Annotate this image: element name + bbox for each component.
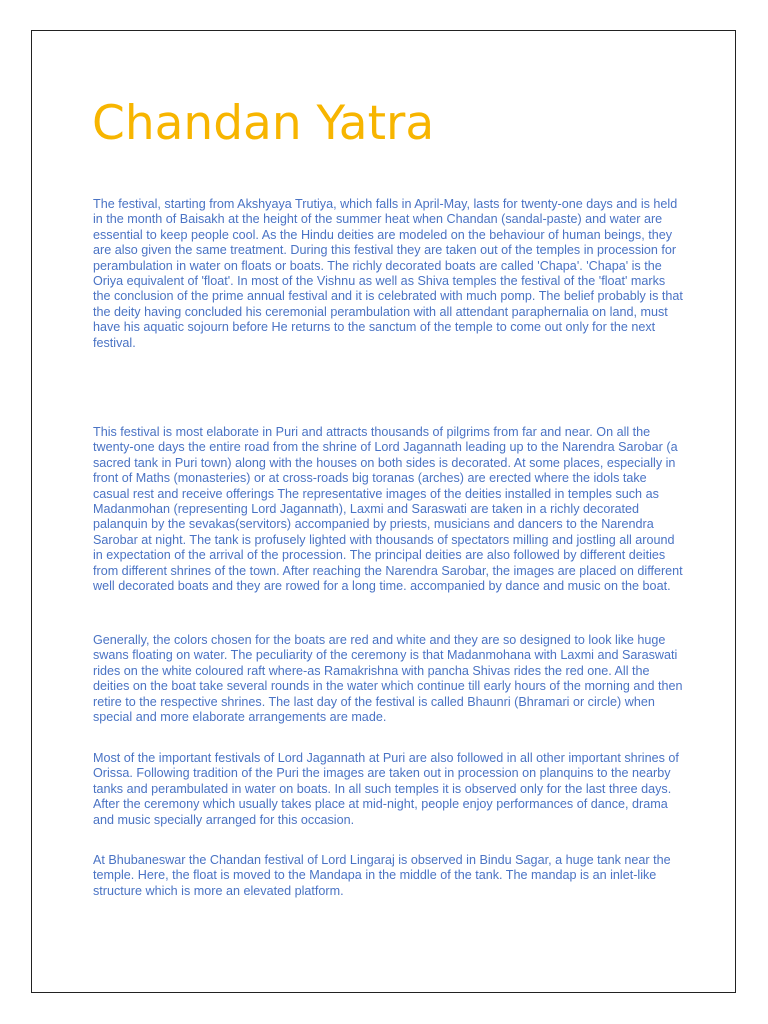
document-title: Chandan Yatra xyxy=(92,96,435,151)
paragraph-intro: The festival, starting from Akshyaya Trutiya, which falls in April-May, lasts for twenty-one days and is held in the month of Baisakh at the height of the summer heat when Chandan (sandal-paste) and water are essential to keep people cool. As the Hindu deities are modeled on the behaviour of human beings, they are also given the same treatment. During this festival they are taken out of the temples in procession for perambulation in water on floats or boats. The richly decorated boats are called 'Chapa'. 'Chapa' is the Oriya equivalent of 'float'. In most of the Vishnu as well as Shiva temples the festival of the 'float' marks the conclusion of the prime annual festival and it is celebrated with much pomp. The belief probably is that the deity having concluded his ceremonial perambulation with all attendant paraphernalia on land, must have his aquatic sojourn before He returns to the sanctum of the temple to come out only for the next festival. xyxy=(93,197,683,350)
paragraph-other-shrines: Most of the important festivals of Lord Jagannath at Puri are also followed in all other important shrines of Orissa. Following tradition of the Puri the images are taken out in procession on planquins to the nearby tanks and perambulated in water on boats. In all such temples it is observed only for the last three days. After the ceremony which usually takes place at mid-night, people enjoy performances of dance, drama and music specially arranged for this occasion. xyxy=(93,751,679,827)
paragraph-boats: Generally, the colors chosen for the boats are red and white and they are so designed to look like huge swans floating on water. The peculiarity of the ceremony is that Madanmohana with Laxmi and Saraswati rides on the white coloured raft where-as Ramakrishna with pancha Shivas rides the red one. All the deities on the boat take several rounds in the water which continue till early hours of the morning and then retire to the respective shrines. The last day of the festival is called Bhaunri (Bhramari or circle) when special and more elaborate arrangements are made. xyxy=(93,633,683,725)
paragraph-bhubaneswar: At Bhubaneswar the Chandan festival of Lord Lingaraj is observed in Bindu Sagar, a huge tank near the temple. Here, the float is moved to the Mandapa in the middle of the tank. The mandap is an inlet-like structure which is more an elevated platform. xyxy=(93,853,671,898)
paragraph-puri: This festival is most elaborate in Puri and attracts thousands of pilgrims from far and near. On all the twenty-one days the entire road from the shrine of Lord Jagannath leading up to the Narendra Sarobar (a sacred tank in Puri town) along with the houses on both sides is decorated. At some places, especially in front of Maths (monasteries) or at cross-roads big toranas (arches) are erected where the idols take casual rest and receive offerings The representative images of the deities installed in temples such as Madanmohan (representing Lord Jagannath), Laxmi and Saraswati are taken in a richly decorated palanquin by the sevakas(servitors) accompanied by priests, musicians and dancers to the Narendra Sarobar at night. The tank is profusely lighted with thousands of spectators milling and jostling all around in expectation of the arrival of the procession. The principal deities are also followed by different deities from different shrines of the town. After reaching the Narendra Sarobar, the images are placed on different well decorated boats and they are rowed for a long time. accompanied by dance and music on the boat. xyxy=(93,425,683,594)
